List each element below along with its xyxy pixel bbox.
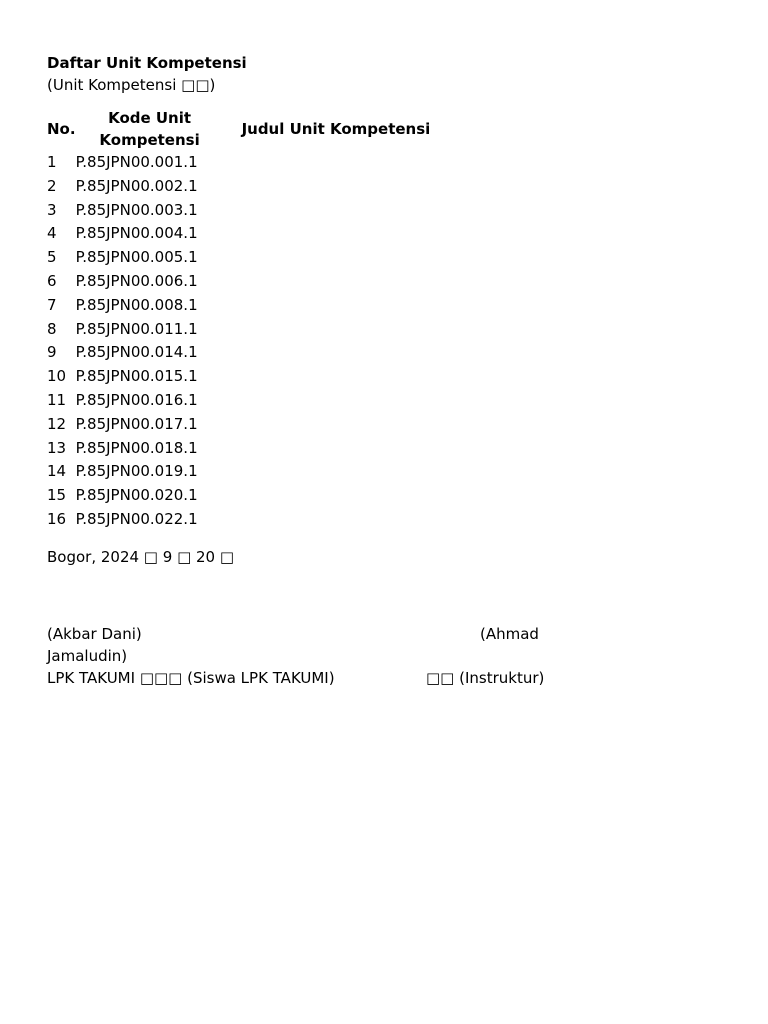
row-no: 7 bbox=[47, 295, 57, 314]
table-row bbox=[47, 508, 430, 532]
table-row bbox=[47, 365, 430, 389]
row-code: P.85JPN00.011.1 bbox=[75, 319, 198, 338]
row-no: 4 bbox=[47, 224, 57, 243]
row-title bbox=[228, 294, 431, 318]
row-no: 11 bbox=[47, 390, 67, 409]
row-no: 1 bbox=[47, 153, 57, 171]
table-row bbox=[47, 484, 430, 508]
row-title bbox=[228, 341, 431, 365]
row-no: 12 bbox=[47, 414, 67, 433]
row-code: P.85JPN00.008.1 bbox=[75, 295, 198, 314]
table-row bbox=[47, 413, 430, 437]
signature-block bbox=[47, 623, 727, 689]
table-row bbox=[47, 294, 430, 318]
table-row bbox=[47, 175, 430, 199]
left-signatory-name: (Akbar Dani) bbox=[47, 624, 142, 643]
row-code: P.85JPN00.014.1 bbox=[75, 343, 198, 362]
right-signatory-name-continued: Jamaludin) bbox=[47, 646, 128, 665]
row-no: 5 bbox=[47, 248, 57, 267]
table-row bbox=[47, 318, 430, 342]
table-row bbox=[47, 151, 430, 175]
row-code: P.85JPN00.018.1 bbox=[75, 438, 198, 457]
competency-unit-table bbox=[47, 107, 430, 532]
right-signatory-name: (Ahmad bbox=[480, 624, 539, 643]
row-no: 10 bbox=[47, 367, 67, 386]
row-title bbox=[228, 246, 431, 270]
header-no: No. bbox=[47, 120, 76, 138]
row-code: P.85JPN00.006.1 bbox=[75, 271, 198, 290]
row-code: P.85JPN00.022.1 bbox=[75, 509, 198, 528]
row-code: P.85JPN00.015.1 bbox=[75, 367, 198, 386]
header-code: Kode Unit Kompetensi bbox=[99, 109, 200, 149]
row-code: P.85JPN00.016.1 bbox=[75, 390, 198, 409]
table-row bbox=[47, 270, 430, 294]
row-title bbox=[228, 270, 431, 294]
row-code: P.85JPN00.019.1 bbox=[75, 462, 198, 481]
right-signatory-role: □□ (Instruktur) bbox=[426, 668, 545, 687]
document-subtitle: (Unit Kompetensi □□) bbox=[47, 76, 216, 94]
row-no: 3 bbox=[47, 200, 57, 219]
table-row bbox=[47, 389, 430, 413]
row-code: P.85JPN00.020.1 bbox=[75, 486, 198, 505]
row-title bbox=[228, 508, 431, 532]
date-line: Bogor, 2024 □ 9 □ 20 □ bbox=[47, 547, 235, 566]
row-title bbox=[228, 222, 431, 246]
row-code: P.85JPN00.002.1 bbox=[75, 176, 198, 195]
document-page bbox=[47, 52, 727, 689]
row-code: P.85JPN00.003.1 bbox=[75, 200, 198, 219]
table-row bbox=[47, 341, 430, 365]
row-code: P.85JPN00.001.1 bbox=[75, 153, 198, 171]
row-title bbox=[228, 460, 431, 484]
row-title bbox=[228, 437, 431, 461]
row-no: 8 bbox=[47, 319, 57, 338]
table-row bbox=[47, 222, 430, 246]
row-no: 9 bbox=[47, 343, 57, 362]
table-row bbox=[47, 460, 430, 484]
row-no: 6 bbox=[47, 271, 57, 290]
row-no: 2 bbox=[47, 176, 57, 195]
row-title bbox=[228, 318, 431, 342]
row-title bbox=[228, 151, 431, 175]
row-title bbox=[228, 175, 431, 199]
table-row bbox=[47, 437, 430, 461]
row-no: 13 bbox=[47, 438, 67, 457]
row-no: 16 bbox=[47, 509, 67, 528]
row-title bbox=[228, 484, 431, 508]
row-code: P.85JPN00.017.1 bbox=[75, 414, 198, 433]
row-code: P.85JPN00.004.1 bbox=[75, 224, 198, 243]
header-title: Judul Unit Kompetensi bbox=[241, 120, 431, 138]
row-no: 15 bbox=[47, 486, 67, 505]
table-row bbox=[47, 199, 430, 223]
row-no: 14 bbox=[47, 462, 67, 481]
left-signatory-role: LPK TAKUMI □□□ (Siswa LPK TAKUMI) bbox=[47, 668, 335, 687]
row-title bbox=[228, 389, 431, 413]
row-code: P.85JPN00.005.1 bbox=[75, 248, 198, 267]
document-title: Daftar Unit Kompetensi bbox=[47, 54, 247, 72]
table-header-row bbox=[47, 107, 430, 151]
row-title bbox=[228, 365, 431, 389]
row-title bbox=[228, 413, 431, 437]
table-row bbox=[47, 246, 430, 270]
row-title bbox=[228, 199, 431, 223]
